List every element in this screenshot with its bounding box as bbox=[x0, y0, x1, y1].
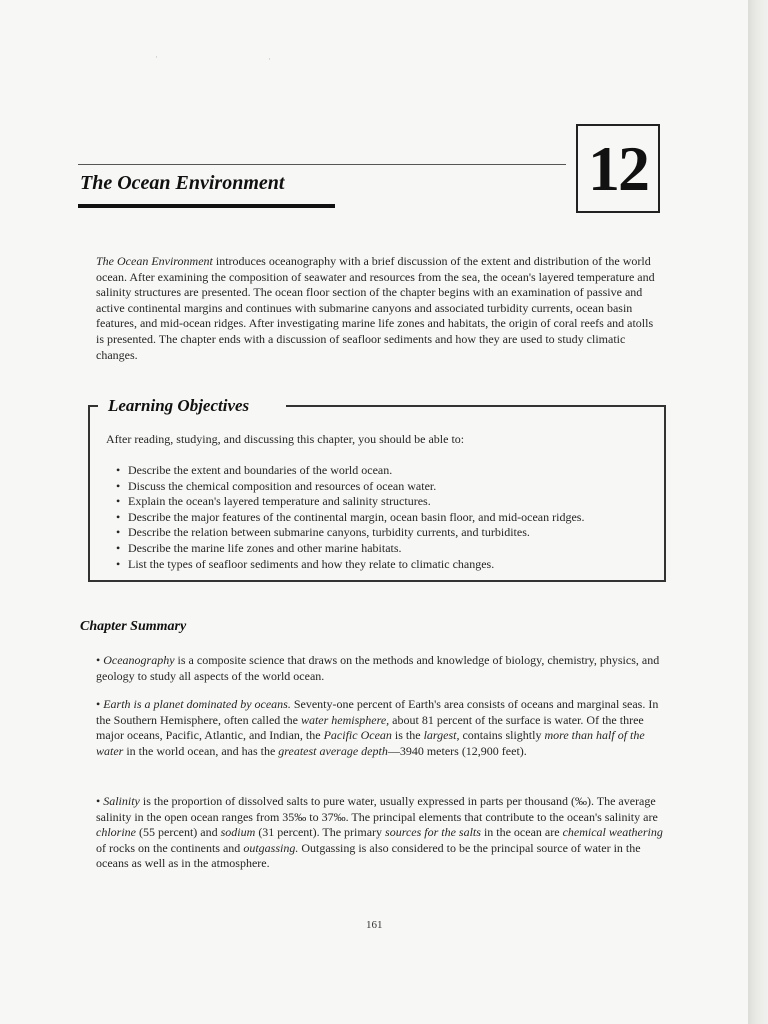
text: Seventy-one percent of Earth's area consists of oceans and marginal seas. In the Southern Hemisphere, often called the bbox=[96, 697, 659, 727]
emphasis: chemical weathering bbox=[562, 825, 663, 840]
summary-paragraph-oceanography bbox=[96, 653, 664, 684]
summary-paragraph-planet bbox=[96, 697, 664, 759]
emphasis: more than half of the water bbox=[96, 728, 645, 758]
intro-text: introduces oceanography with a brief discussion of the extent and distribution of the world ocean. After examining the composition of seawater and resources from the sea, the ocean's layered temperature and salinity structures are presented. The ocean floor section of the chapter begins with an examination of passive and active continental margins and continues with submarine canyons and associated turbidity currents, ocean basin features, and mid-ocean ridges. After investigating marine life zones and habitats, the origin of coral reefs and atolls is presented. The chapter ends with a discussion of seafloor sediments and how they are used to study climatic changes. bbox=[96, 254, 655, 362]
emphasis: sources for the salts bbox=[385, 825, 481, 840]
text: of rocks on the continents and bbox=[96, 840, 244, 855]
emphasis: outgassing. bbox=[243, 840, 299, 855]
intro-paragraph bbox=[96, 254, 664, 363]
box-top-rule bbox=[88, 405, 98, 407]
emphasis: largest, bbox=[423, 728, 460, 743]
text: —3940 meters (12,900 feet). bbox=[387, 743, 527, 758]
text: in the world ocean, and has the bbox=[123, 743, 279, 758]
text: contains slightly bbox=[459, 728, 545, 743]
list-item: • Describe the marine life zones and other marine habitats. bbox=[116, 541, 584, 557]
emphasis: greatest average depth bbox=[278, 743, 388, 758]
box-top-rule bbox=[286, 405, 666, 407]
title-underline bbox=[78, 204, 335, 208]
summary-paragraph-salinity bbox=[96, 794, 664, 872]
scan-speck: · bbox=[268, 54, 271, 64]
bullet: • bbox=[96, 794, 104, 808]
intro-title-ref: The Ocean Environment bbox=[96, 254, 213, 268]
page-number: 161 bbox=[366, 919, 383, 931]
list-item: • List the types of seafloor sediments and how they relate to climatic changes. bbox=[116, 557, 584, 573]
list-item: • Describe the relation between submarine canyons, turbidity currents, and turbidites. bbox=[116, 525, 584, 541]
chapter-number: 12 bbox=[576, 124, 660, 213]
bullet: • bbox=[96, 697, 104, 711]
emphasis: water hemisphere, bbox=[300, 712, 390, 727]
list-item: • Discuss the chemical composition and resources of ocean water. bbox=[116, 479, 584, 495]
text: (31 percent). The primary bbox=[255, 825, 386, 840]
emphasis: chlorine bbox=[96, 825, 136, 840]
emphasis: Pacific Ocean bbox=[323, 728, 392, 743]
bullet: • bbox=[96, 653, 104, 667]
scan-speck: · bbox=[155, 52, 158, 62]
page-edge-shadow bbox=[748, 0, 768, 1024]
list-item: • Explain the ocean's layered temperature and salinity structures. bbox=[116, 494, 584, 510]
learning-objectives-list bbox=[116, 463, 584, 572]
chapter-title: The Ocean Environment bbox=[80, 172, 285, 194]
emphasis: Salinity bbox=[103, 794, 140, 808]
text: about 81 percent of the surface is water. Of the three major oceans, Pacific, Atlantic, and Indian, the bbox=[96, 712, 644, 743]
text: is the bbox=[391, 728, 424, 743]
chapter-summary-heading: Chapter Summary bbox=[80, 619, 187, 634]
text: Outgassing is also considered to be the principal source of water in the oceans as well as in the atmosphere. bbox=[96, 840, 641, 871]
learning-objectives-heading: Learning Objectives bbox=[104, 396, 253, 416]
text: is a composite science that draws on the methods and knowledge of biology, chemistry, physics, and geology to study all aspects of the world ocean. bbox=[96, 653, 660, 683]
text: (55 percent) and bbox=[136, 825, 221, 840]
emphasis: Oceanography bbox=[103, 653, 175, 667]
list-item: • Describe the extent and boundaries of the world ocean. bbox=[116, 463, 584, 479]
list-item: • Describe the major features of the continental margin, ocean basin floor, and mid-ocean ridges. bbox=[116, 510, 584, 526]
text: is the proportion of dissolved salts to pure water, usually expressed in parts per thousand (‰). The average salinity in the open ocean ranges from 35‰ to 37‰. The principal elements that contribute to the ocean's salinity are bbox=[96, 794, 658, 824]
title-rule bbox=[78, 164, 566, 165]
text: in the ocean are bbox=[480, 825, 563, 840]
emphasis: Earth is a planet dominated by oceans. bbox=[103, 697, 291, 711]
emphasis: sodium bbox=[220, 825, 256, 840]
learning-objectives-lead: After reading, studying, and discussing this chapter, you should be able to: bbox=[106, 432, 465, 446]
